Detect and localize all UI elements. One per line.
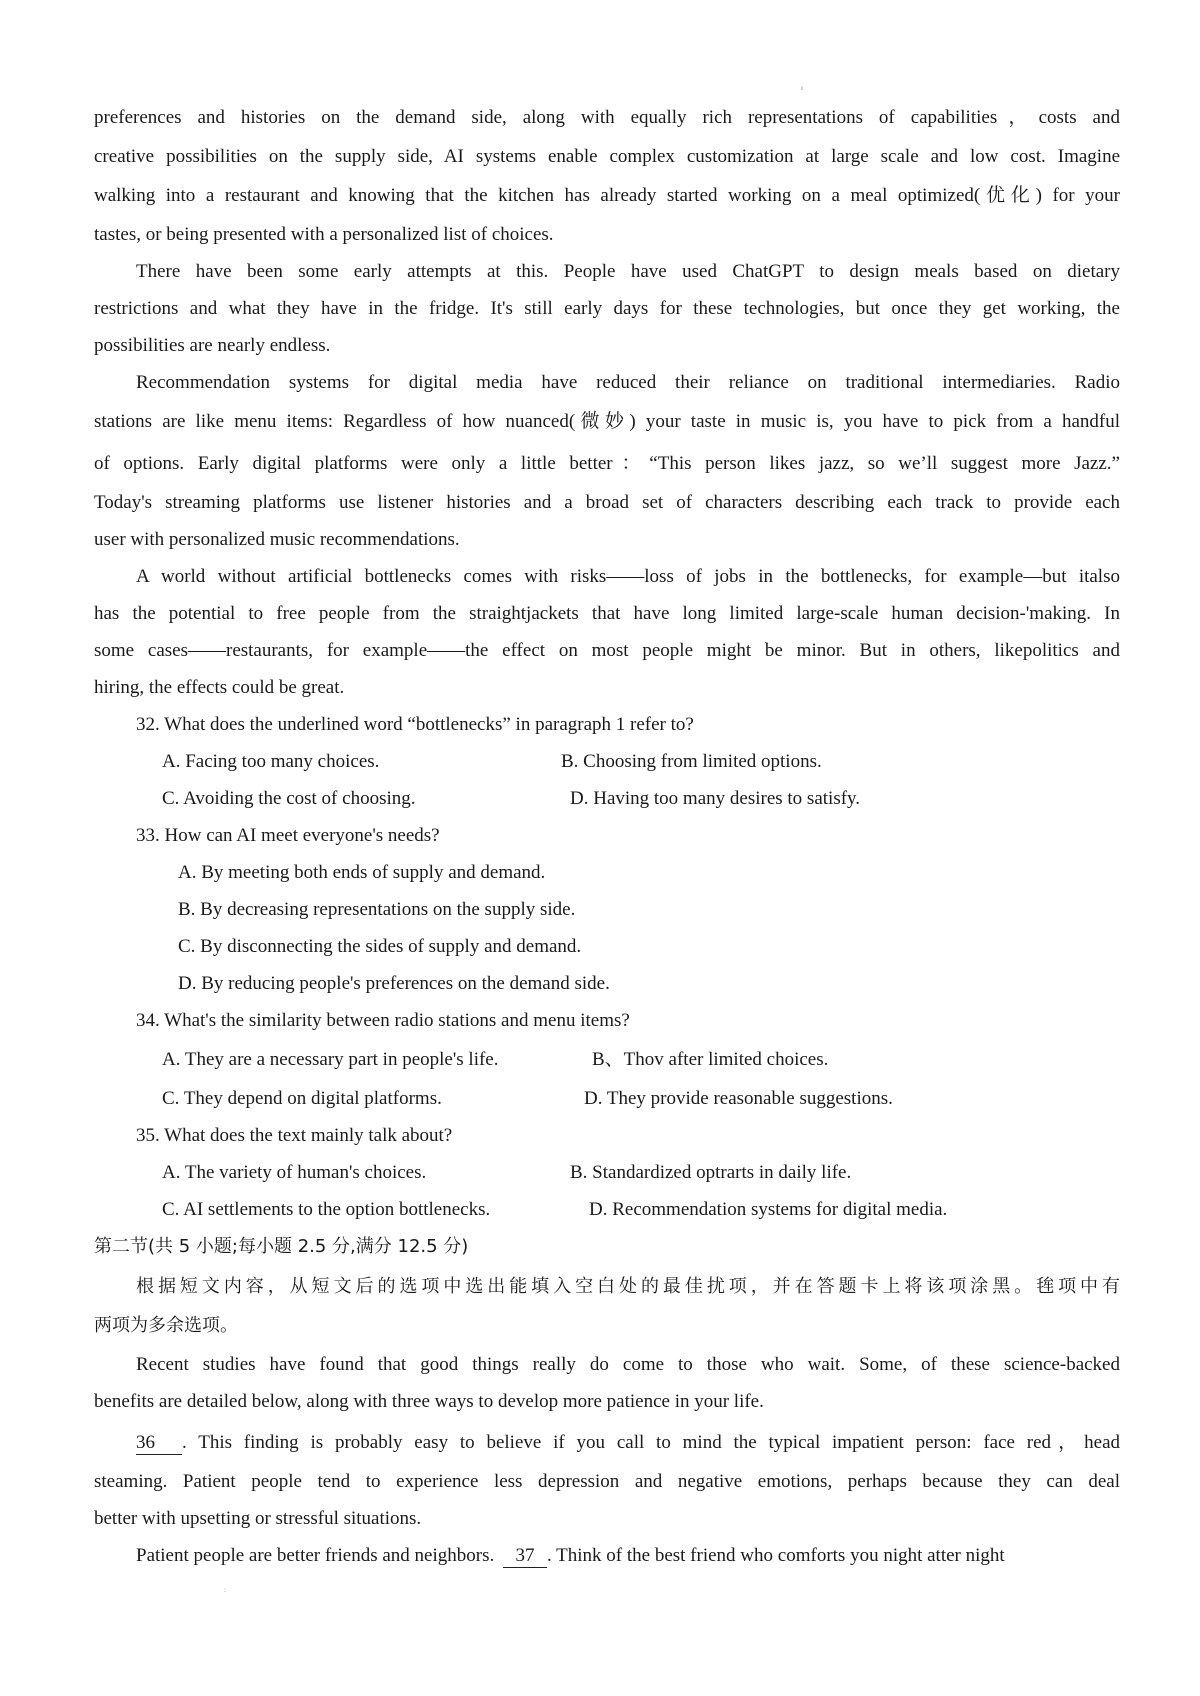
p3-line-5: user with personalized music recommendations.	[94, 529, 460, 550]
scan-mark-bottom: :	[224, 1586, 226, 1594]
q35-option-c: C. AI settlements to the option bottlenecks.	[162, 1199, 491, 1220]
q33-option-b: B. By decreasing representations on the supply side.	[178, 899, 576, 920]
q34-option-d: D. They provide reasonable suggestions.	[584, 1088, 893, 1109]
p4-line-2: has the potential to free people from the straightjackets that have long limited large-scale human decision-'making. In	[94, 603, 1120, 624]
p36-line-3: better with upsetting or stressful situations.	[94, 1508, 422, 1529]
p2-line-2: restrictions and what they have in the fridge. It's still early days for these technologies, but once they get working, the	[94, 298, 1120, 319]
p4-line-4: hiring, the effects could be great.	[94, 677, 345, 698]
p3-line-1: Recommendation systems for digital media have reduced their reliance on traditional intermediaries. Radio	[136, 372, 1120, 393]
scan-mark: ı	[801, 84, 803, 92]
section-two-instructions-1: 根据短文内容，从短文后的选项中选出能填入空白处的最佳扰项，并在答题卡上将该项涂黑。毪项中有	[136, 1276, 1120, 1297]
q32-option-c: C. Avoiding the cost of choosing.	[162, 788, 416, 809]
q34-option-a: A. They are a necessary part in people's life.	[162, 1049, 499, 1070]
q34-option-c: C. They depend on digital platforms.	[162, 1088, 442, 1109]
blank-37[interactable]: 37	[503, 1545, 547, 1568]
pb-intro-line-1: Recent studies have found that good things really do come to those who wait. Some, of these science-backed	[136, 1354, 1120, 1375]
q32-option-b: B. Choosing from limited options.	[561, 751, 822, 772]
p4-line-3: some cases——restaurants, for example——the effect on most people might be minor. But in others, likepolitics and	[94, 640, 1120, 661]
p36-line-2: steaming. Patient people tend to experience less depression and negative emotions, perhaps because they can deal	[94, 1471, 1120, 1492]
q33-stem: 33. How can AI meet everyone's needs?	[136, 825, 440, 846]
p37-line-1-text: . Think of the best friend who comforts you night atter night	[547, 1545, 1005, 1566]
section-two-heading: 第二节(共 5 小题;每小题 2.5 分,满分 12.5 分)	[94, 1236, 469, 1257]
q35-option-d: D. Recommendation systems for digital media.	[589, 1199, 948, 1220]
q34-option-b: B、Thov after limited choices.	[592, 1049, 829, 1070]
blank-36[interactable]: 36	[136, 1432, 182, 1455]
p3-line-3: of options. Early digital platforms were only a little better：“This person likes jazz, so we’ll suggest more Jazz.”	[94, 453, 1120, 474]
p36-line-1	[136, 1430, 1120, 1456]
section-two-instructions-2: 两项为多余选项。	[94, 1315, 238, 1336]
q33-option-a: A. By meeting both ends of supply and demand.	[178, 862, 546, 883]
q35-option-a: A. The variety of human's choices.	[162, 1162, 427, 1183]
p1-line-4: tastes, or being presented with a personalized list of choices.	[94, 224, 554, 245]
p1-line-3: walking into a restaurant and knowing that the kitchen has already started working on a meal optimized(优化) for your	[94, 185, 1120, 206]
q32-option-a: A. Facing too many choices.	[162, 751, 380, 772]
p3-line-2: stations are like menu items: Regardless of how nuanced(微妙) your taste in music is, you have to pick from a handful	[94, 411, 1120, 432]
p37-line-1-start: Patient people are better friends and neighbors.	[136, 1545, 495, 1566]
p37-line-1	[136, 1543, 1120, 1569]
p3-line-4: Today's streaming platforms use listener histories and a broad set of characters describing each track to provide each	[94, 492, 1120, 513]
p1-line-2: creative possibilities on the supply side, AI systems enable complex customization at large scale and low cost. Imagine	[94, 146, 1120, 167]
q32-option-d: D. Having too many desires to satisfy.	[570, 788, 861, 809]
pb-intro-line-2: benefits are detailed below, along with three ways to develop more patience in your life.	[94, 1391, 764, 1412]
q32-stem: 32. What does the underlined word “bottlenecks” in paragraph 1 refer to?	[136, 714, 694, 735]
p1-line-1: preferences and histories on the demand side, along with equally rich representations of capabilities，costs and	[94, 107, 1120, 128]
p2-line-3: possibilities are nearly endless.	[94, 335, 331, 356]
q35-stem: 35. What does the text mainly talk about?	[136, 1125, 453, 1146]
q34-stem: 34. What's the similarity between radio stations and menu items?	[136, 1010, 630, 1031]
p4-line-1: A world without artificial bottlenecks comes with risks——loss of jobs in the bottlenecks, for example—but italso	[136, 566, 1120, 587]
q33-option-d: D. By reducing people's preferences on the demand side.	[178, 973, 610, 994]
q33-option-c: C. By disconnecting the sides of supply and demand.	[178, 936, 582, 957]
q35-option-b: B. Standardized optrarts in daily life.	[570, 1162, 852, 1183]
p2-line-1: There have been some early attempts at this. People have used ChatGPT to design meals based on dietary	[136, 261, 1120, 282]
p36-line-1-text: . This finding is probably easy to believe if you call to mind the typical impatient person: face red，head	[182, 1432, 1120, 1453]
